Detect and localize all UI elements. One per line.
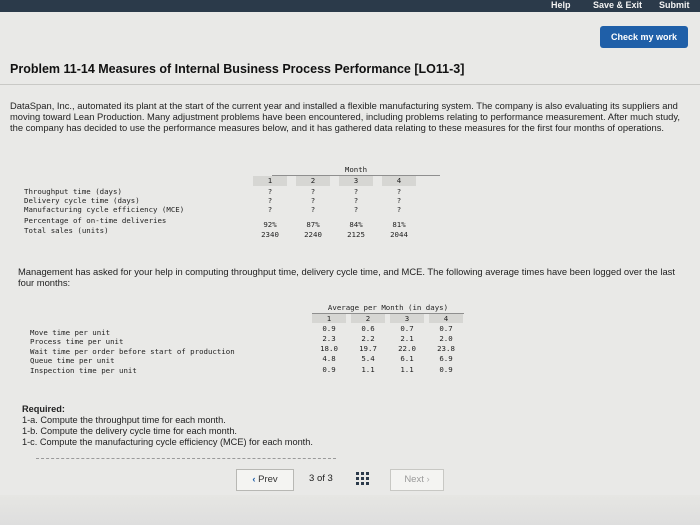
page-indicator: 3 of 3 xyxy=(309,473,333,484)
table-cell: 0.9 xyxy=(322,365,336,374)
column-header: 3 xyxy=(390,314,424,323)
table-cell: 2044 xyxy=(390,230,408,239)
table-cell: 0.7 xyxy=(439,324,453,333)
column-header: 3 xyxy=(339,176,373,186)
table-cell: 2.1 xyxy=(400,334,414,343)
column-header: 2 xyxy=(296,176,330,186)
table-cell: ? xyxy=(310,205,316,214)
table-cell: 2240 xyxy=(304,230,322,239)
table-cell: ? xyxy=(396,205,402,214)
table-cell: 6.1 xyxy=(400,354,414,363)
table-cell: 2125 xyxy=(347,230,365,239)
help-link[interactable]: Help xyxy=(551,0,571,10)
table-cell: ? xyxy=(353,187,359,196)
next-label: Next xyxy=(404,474,424,485)
table-cell: ? xyxy=(396,187,402,196)
table-cell: 6.9 xyxy=(439,354,453,363)
average-header: Average per Month (in days) xyxy=(312,303,464,314)
table-cell: ? xyxy=(267,187,273,196)
measures-table xyxy=(24,165,420,245)
bottom-area xyxy=(0,495,700,525)
table-cell: 23.8 xyxy=(437,344,455,353)
table-cell: ? xyxy=(267,205,273,214)
prev-button[interactable] xyxy=(236,469,294,491)
table-cell: 92% xyxy=(263,220,277,229)
table-cell: 5.4 xyxy=(361,354,375,363)
submit-link[interactable]: Submit xyxy=(659,0,690,10)
problem-intro: DataSpan, Inc., automated its plant at the start of the current year and installed a flexible manufacturing system. The company is also evaluating its suppliers and moving toward Lean Production. Many adjustment problems have been encountered, including problems relating to performance measurement. After much study, the company has decided to use the performance measures below, and it has gathered data relating to these measures for the first four months of operations. xyxy=(10,100,680,133)
table-cell: 1.1 xyxy=(400,365,414,374)
table-cell: ? xyxy=(353,205,359,214)
required-section xyxy=(22,404,522,448)
row-label: Throughput time (days) xyxy=(24,187,122,196)
table-cell: 81% xyxy=(392,220,406,229)
table-cell: ? xyxy=(310,187,316,196)
required-item: 1-a. Compute the throughput time for each month. xyxy=(22,415,226,425)
average-times-table xyxy=(30,303,470,385)
column-header: 1 xyxy=(253,176,287,186)
row-label: Inspection time per unit xyxy=(30,366,137,375)
month-header: Month xyxy=(272,165,440,176)
instructions-text: Management has asked for your help in computing throughput time, delivery cycle time, and MCE. The following average times have been logged over the last four months: xyxy=(18,266,675,288)
grid-icon[interactable] xyxy=(356,472,370,486)
table-cell: 4.8 xyxy=(322,354,336,363)
column-header: 2 xyxy=(351,314,385,323)
table-cell: ? xyxy=(267,196,273,205)
table-cell: 18.0 xyxy=(320,344,338,353)
section-divider xyxy=(36,458,336,459)
row-label: Delivery cycle time (days) xyxy=(24,196,140,205)
check-my-work-button[interactable]: Check my work xyxy=(600,26,688,48)
table-cell: 2340 xyxy=(261,230,279,239)
title-divider xyxy=(0,84,700,85)
chevron-left-icon: ‹ xyxy=(252,474,256,485)
next-button[interactable] xyxy=(390,469,444,491)
table-cell: 0.7 xyxy=(400,324,414,333)
column-header: 4 xyxy=(382,176,416,186)
required-heading: Required: xyxy=(22,404,65,414)
table-cell: 2.3 xyxy=(322,334,336,343)
table-cell: 87% xyxy=(306,220,320,229)
required-item: 1-c. Compute the manufacturing cycle efficiency (MCE) for each month. xyxy=(22,437,313,447)
prev-label: Prev xyxy=(258,474,278,485)
table-cell: 19.7 xyxy=(359,344,377,353)
table-cell: 1.1 xyxy=(361,365,375,374)
row-label: Move time per unit xyxy=(30,328,111,337)
table-cell: ? xyxy=(310,196,316,205)
row-label: Percentage of on-time deliveries xyxy=(24,216,167,225)
column-header: 1 xyxy=(312,314,346,323)
row-label: Total sales (units) xyxy=(24,226,109,235)
table-cell: ? xyxy=(396,196,402,205)
top-bar xyxy=(0,0,700,12)
table-cell: 0.6 xyxy=(361,324,375,333)
save-exit-link[interactable]: Save & Exit xyxy=(593,0,643,10)
chevron-right-icon: › xyxy=(426,474,430,485)
page-title: Problem 11-14 Measures of Internal Business Process Performance [LO11-3] xyxy=(10,62,465,76)
required-item: 1-b. Compute the delivery cycle time for each month. xyxy=(22,426,237,436)
table-cell: ? xyxy=(353,196,359,205)
table-cell: 0.9 xyxy=(439,365,453,374)
row-label: Queue time per unit xyxy=(30,356,115,365)
table-cell: 2.2 xyxy=(361,334,375,343)
table-cell: 2.0 xyxy=(439,334,453,343)
row-label: Manufacturing cycle efficiency (MCE) xyxy=(24,205,185,214)
table-cell: 0.9 xyxy=(322,324,336,333)
row-label: Wait time per order before start of production xyxy=(30,347,235,356)
column-header: 4 xyxy=(429,314,463,323)
table-cell: 22.0 xyxy=(398,344,416,353)
table-cell: 84% xyxy=(349,220,363,229)
row-label: Process time per unit xyxy=(30,337,124,346)
